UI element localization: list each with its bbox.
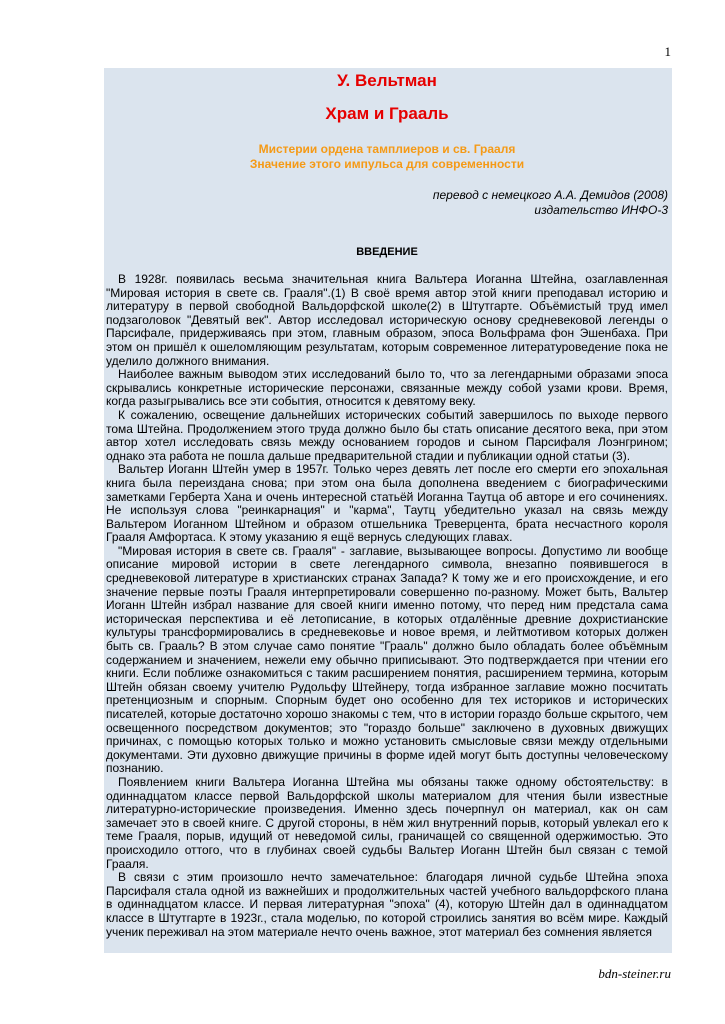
paragraph: В связи с этим произошло нечто замечательное: благодаря личной судьбе Штейна эпоха Парсифаля стала одной из важнейших и продолжительных частей учебного вальдорфского плана в одиннадцатом классе. И первая литературная "эпоха" (4), которую Штейн дал в одиннадцатом классе в Штутгарте в 1923г., стала моделью, по которой строились занятия во всём мире. Каждый ученик переживал на этом материале нечто очень важное, этот материал без сомнения является (106, 870, 668, 939)
author-name: У. Вельтман (337, 71, 437, 90)
page-number: 1 (664, 44, 671, 59)
paragraph: "Мировая история в свете св. Грааля" - заглавие, вызывающее вопросы. Допустимо ли вообще описание мировой истории в свете легендарного символа, внезапно появившегося в средневековой литературе в христианских странах Запада? К тому же и его происхождение, и его значение первые поэты Грааля интерпретировали совершенно по-разному. Может быть, Вальтер Иоганн Штейн избрал название для своей книги именно потому, что перед ним предстала сама историческая перспектива и её летописание, в которых отдалённые древние дохристианские культуры трансформировались в средневековье и новое время, и лейтмотивом которых должен быть св. Грааль? В этом случае само понятие "Грааль" должно было обладать более объёмным содержанием и значением, нежели ему обычно приписывают. Это подтверждается при чтении его книги. Если поближе ознакомиться с таким расширением понятия, расширением термина, которым Штейн обязан своему учителю Рудольфу Штейнеру, тогда избранное заглавие можно посчитать претенциозным и спорным. Спорным будет оно особенно для тех историков и исторических писателей, которые достаточно хорошо знакомы с тем, что в истории гораздо больше скрытого, чем освещенного посредством документов; это "гораздо больше" заключено в духовных движущих причинах, с помощью которых только и можно установить смысловые связи между отдельными документами. Эти духовно движущие причины в форме идей могут быть доступны человеческому познанию. (106, 543, 668, 776)
document-body (104, 68, 672, 953)
paragraph: Наиболее важным выводом этих исследований было то, что за легендарными образами эпоса скрывались конкретные исторические персонажи, связанные между собой узами крови. Время, когда разыгрывались все эти события, относится к девятому веку. (106, 367, 668, 409)
section-heading: ВВЕДЕНИЕ (356, 246, 418, 258)
paragraph: В 1928г. появилась весьма значительная книга Вальтера Иоганна Штейна, озаглавленная "Мировая история в свете св. Грааля".(1) В своё время автор этой книги преподавал историю и литературу в первой свободной Вальдорфской школе(2) в Штутгарте. Объёмистый труд имел подзаголовок "Девятый век". Автор исследовал историческую основу средневековой легенды о Парсифале, придерживаясь при этом, главным образом, эпоса Вольфрама фон Эшенбаха. При этом он пришёл к ошеломляющим результатам, которым современное литературоведение пока не уделило должного внимания. (106, 272, 668, 368)
paragraph: К сожалению, освещение дальнейших исторических событий завершилось по выходе первого тома Штейна. Продолжением этого труда должно было бы стать описание десятого века, при этом автор хотел исследовать связь между основанием городов и сыном Парсифаля Лоэнгрином; однако эта работа не пошла дальше предварительной стадии и публикации одной статьи (3). (106, 407, 668, 463)
footer-site: bdn-steiner.ru (598, 966, 671, 981)
subtitle-line-1: Мистерии ордена тамплиеров и св. Грааля (258, 142, 516, 156)
subtitle-line-2: Значение этого импульса для современности (249, 157, 525, 171)
document-title: Храм и Грааль (325, 104, 449, 123)
body-text (106, 273, 668, 939)
paragraph: Вальтер Иоганн Штейн умер в 1957г. Только через девять лет после его смерти его эпохальная книга была переиздана снова; при этом она была дополнена введением с биографическими заметками Герберта Хана и очень интересной статьёй Иоганна Таутца об авторе и его сочинениях. Не используя слова "реинкарнация" и "карма", Таутц убедительно указал на связь между Вальтером Иоганном Штейном и образом отшельника Треверцента, брата несчастного короля Грааля Амфортаса. К этому указанию я ещё вернусь следующих главах. (106, 462, 668, 545)
translation-credit: перевод с немецкого А.А. Демидов (2008) (432, 188, 668, 202)
paragraph: Появлением книги Вальтера Иоганна Штейна мы обязаны также одному обстоятельству: в одиннадцатом классе первой Вальдорфской школы материалом для чтения были известные литературно-исторические произведения. Именно здесь почерпнул он материал, как он сам замечает это в своей книге. С другой стороны, в нём жил внутренний порыв, который увлекал его к теме Грааля, порыв, идущий от неведомой силы, граничащей со священной одержимостью. Это происходило оттого, что в глубинах своей судьбы Вальтер Иоганн Штейн был связан с темой Грааля. (106, 774, 668, 871)
publisher-credit: издательство ИНФО-3 (534, 203, 668, 217)
